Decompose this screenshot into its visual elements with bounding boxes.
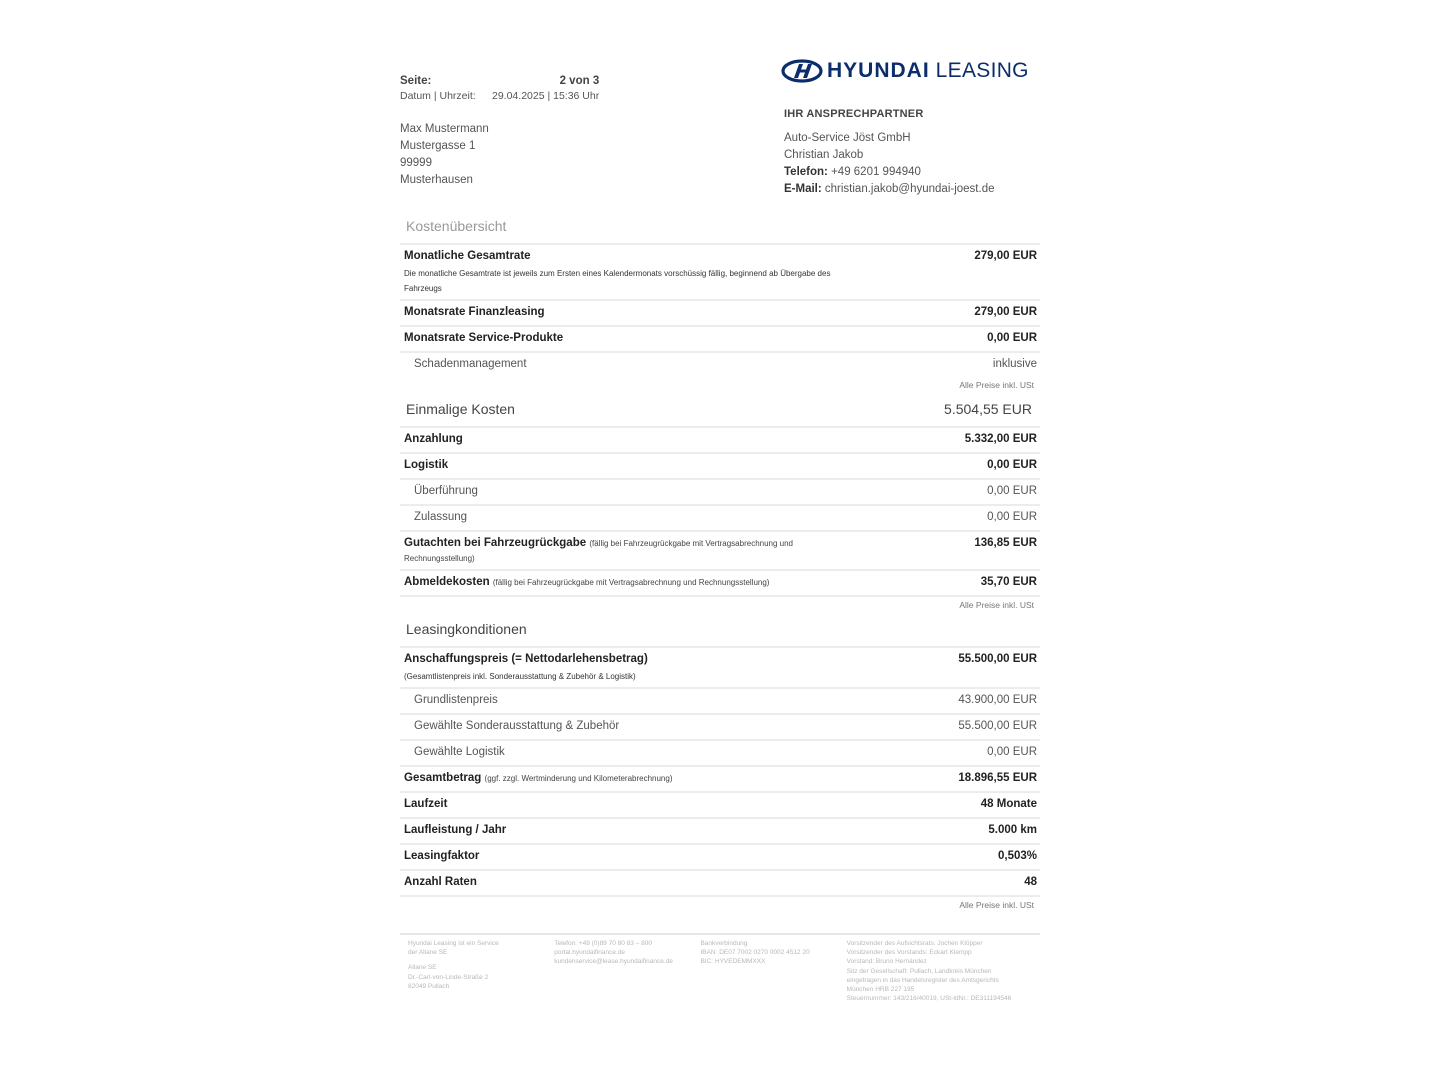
table-row: Logistik 0,00 EUR [400,452,1040,478]
table-row: Grundlistenpreis 43.900,00 EUR [400,687,1040,713]
table-row: Monatsrate Service-Produkte 0,00 EUR [400,325,1040,351]
recipient-zip: 99999 [400,157,432,169]
footer-email-link[interactable]: kundenservice@lease.hyundaifinance.de [554,958,673,966]
footer-contact: Telefon: +49 (0)89 70 80 83 – 800 portal.hyundaifinance.de kundenservice@lease.hyundaifinance.de [554,940,673,966]
logo-brand: HYUNDAI [827,59,930,82]
contact-block [784,106,994,198]
table-row: Anzahlung 5.332,00 EUR [400,426,1040,452]
table-row: Laufleistung / Jahr 5.000 km [400,817,1040,843]
einmalig-total: 5.504,55 EUR [944,401,1032,417]
footer-bank: Bankverbindung IBAN: DE07 7002 0270 0002 4512 20 BIC: HYVEDEMMXXX [700,940,810,966]
contact-title: IHR ANSPRECHPARTNER [784,108,924,120]
footer-legal: Vorsitzender des Aufsichtsrats: Jochen Klöpper Vorsitzender des Vorstands: Eckart Klempp Vorstand: Bruno Hernández Sitz der Gesellschaft: Pullach, Landkreis München eingetragen in das Handelsregister des Amtsgerichts München HRB 227 195 Steuernummer: 143/216/40019, USt-IdNr.: DE311194546 [846,940,1012,1003]
email-link[interactable]: christian.jakob@hyundai-joest.de [824,183,995,195]
vat-note: Alle Preise inkl. USt [400,595,1040,617]
table-row: Gewählte Logistik 0,00 EUR [400,739,1040,765]
recipient-street: Mustergasse 1 [400,140,476,152]
logo-product: LEASING [935,59,1029,82]
contact-email: E-Mail: christian.jakob@hyundai-joest.de [784,183,995,195]
table-row: Monatliche Gesamtrate Die monatliche Gesamtrate ist jeweils zum Ersten eines Kalendermonats vorschüssig fällig, beginnend ab Übergabe des Fahrzeugs 279,00 EUR [400,243,1040,299]
recipient-address [400,121,489,189]
contact-person: Christian Jakob [784,149,864,161]
recipient-name: Max Mustermann [400,123,489,135]
vat-note: Alle Preise inkl. USt [400,895,1040,917]
date-value: 29.04.2025 | 15:36 Uhr [492,90,600,102]
contact-company: Auto-Service Jöst GmbH [784,132,911,144]
contact-phone: Telefon: +49 6201 994940 [784,166,921,178]
table-row: Anschaffungspreis (= Nettodarlehensbetrag) (Gesamtlistenpreis inkl. Sonderausstattung & Zubehör & Logistik) 55.500,00 EUR [400,646,1040,687]
table-row: Abmeldekosten (fällig bei Fahrzeugrückgabe mit Vertragsabrechnung und Rechnungsstellung) 35,70 EUR [400,569,1040,595]
footer-portal-link[interactable]: portal.hyundaifinance.de [554,949,626,957]
table-row: Überführung 0,00 EUR [400,478,1040,504]
vat-note: Alle Preise inkl. USt [959,380,1034,390]
phone-value: +49 6201 994940 [831,166,921,178]
table-row: Gesamtbetrag (ggf. zzgl. Wertminderung und Kilometerabrechnung) 18.896,55 EUR [400,765,1040,791]
table-row: Monatsrate Finanzleasing 279,00 EUR [400,299,1040,325]
page-label: Seite: [400,75,432,87]
section-title-einmalig: Einmalige Kosten 5.504,55 EUR [400,397,1040,426]
table-row: Anzahl Raten 48 [400,869,1040,895]
hyundai-logo-icon [781,59,823,83]
cost-table [400,214,1040,917]
footer-company: Hyundai Leasing ist ein Service der Allane SE Allane SE Dr.-Carl-von-Linde-Straße 2 82049 Pullach [408,940,499,990]
table-row: Laufzeit 48 Monate [400,791,1040,817]
table-row: Gewählte Sonderausstattung & Zubehör 55.500,00 EUR [400,713,1040,739]
table-row: Schadenmanagement inklusive [400,351,1040,377]
section-title-kosten: Kostenübersicht [406,218,507,234]
page-number: 2 von 3 [559,75,600,87]
hyundai-leasing-logo [781,58,1029,84]
table-row: Zulassung 0,00 EUR [400,504,1040,530]
table-row: Leasingfaktor 0,503% [400,843,1040,869]
page-footer [400,933,1040,1003]
date-label: Datum | Uhrzeit: [400,90,476,102]
section-title-konditionen: Leasingkonditionen [406,621,527,637]
table-row: Gutachten bei Fahrzeugrückgabe (fällig bei Fahrzeugrückgabe mit Vertragsabrechnung und Rechnungsstellung) 136,85 EUR [400,530,1040,569]
recipient-city: Musterhausen [400,174,473,186]
page-meta [400,74,599,104]
